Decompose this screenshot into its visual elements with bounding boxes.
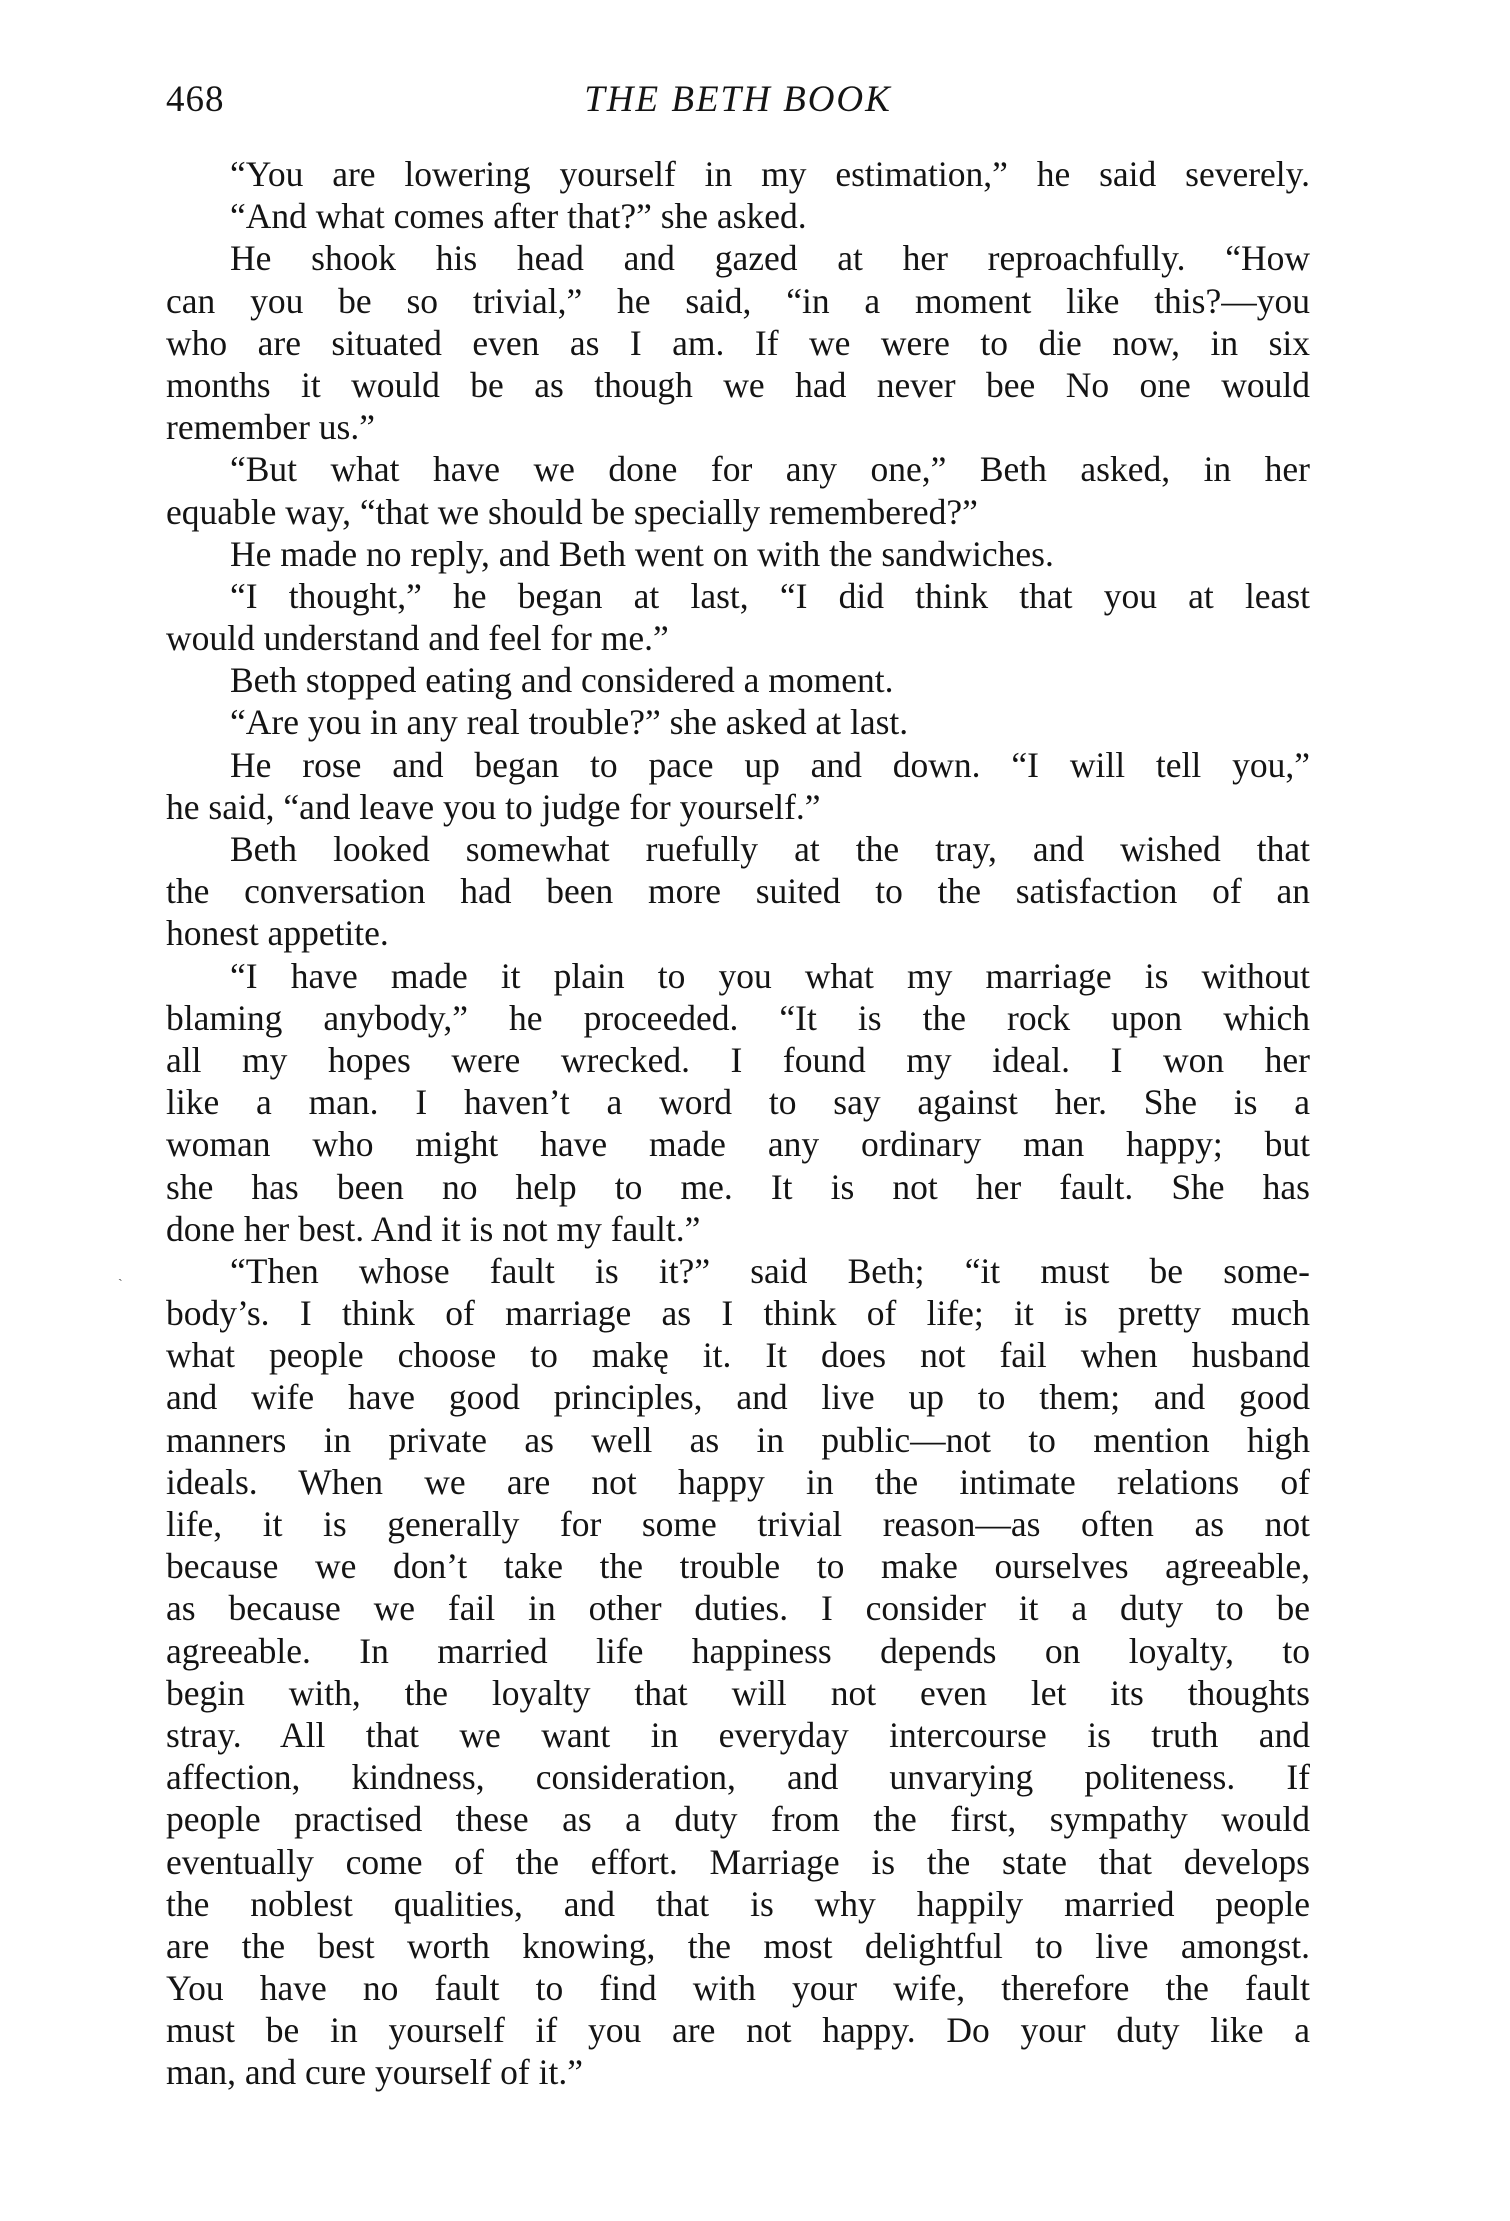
text-line: can you be so trivial,” he said, “in a moment like this?—you bbox=[166, 280, 1310, 321]
text-line: man, and cure yourself of it.” bbox=[166, 2052, 583, 2093]
text-line: all my hopes were wrecked. I found my ideal. I won her bbox=[166, 1039, 1310, 1080]
text-line: like a man. I haven’t a word to say against her. She is a bbox=[166, 1082, 1310, 1123]
text-line: eventually come of the effort. Marriage is the state that develops bbox=[166, 1841, 1310, 1882]
text-line: You have no fault to find with your wife, therefore the fault bbox=[166, 1968, 1310, 2009]
text-line: people practised these as a duty from the first, sympathy would bbox=[166, 1799, 1310, 1840]
text-line: “You are lowering yourself in my estimation,” he said severely. bbox=[230, 154, 1310, 194]
text-line: agreeable. In married life happiness depends on loyalty, to bbox=[166, 1630, 1310, 1671]
text-line: “Then whose fault is it?” said Beth; “it must be some- bbox=[230, 1250, 1310, 1291]
text-line: the conversation had been more suited to the satisfaction of an bbox=[166, 871, 1310, 912]
text-line: what people choose to makę it. It does not fail when husband bbox=[166, 1335, 1310, 1376]
text-line: remember us.” bbox=[166, 407, 375, 448]
text-line: He shook his head and gazed at her reproachfully. “How bbox=[230, 238, 1310, 279]
text-line: would understand and feel for me.” bbox=[166, 618, 669, 659]
page-header bbox=[166, 78, 1310, 130]
text-line: “And what comes after that?” she asked. bbox=[230, 196, 807, 237]
text-line: “But what have we done for any one,” Beth asked, in her bbox=[230, 449, 1310, 490]
running-head: THE BETH BOOK bbox=[584, 79, 892, 120]
text-line: stray. All that we want in everyday intercourse is truth and bbox=[166, 1714, 1310, 1755]
text-line: months it would be as though we had never bee No one would bbox=[166, 364, 1310, 405]
text-line: must be in yourself if you are not happy. Do your duty like a bbox=[166, 2010, 1310, 2051]
text-line: Beth looked somewhat ruefully at the tray, and wished that bbox=[230, 829, 1310, 869]
text-line: ideals. When we are not happy in the intimate relations of bbox=[166, 1461, 1310, 1502]
text-line: she has been no help to me. It is not her fault. She has bbox=[166, 1166, 1310, 1207]
text-line: He made no reply, and Beth went on with the sandwiches. bbox=[230, 533, 1054, 574]
text-line: woman who might have made any ordinary man happy; but bbox=[166, 1124, 1310, 1165]
text-line: equable way, “that we should be specially remembered?” bbox=[166, 491, 978, 532]
text-line: manners in private as well as in public—not to mention high bbox=[166, 1419, 1310, 1460]
text-line: begin with, the loyalty that will not even let its thoughts bbox=[166, 1672, 1310, 1713]
text-line: honest appetite. bbox=[166, 913, 389, 954]
text-line: affection, kindness, consideration, and unvarying politeness. If bbox=[166, 1757, 1310, 1798]
text-line: done her best. And it is not my fault.” bbox=[166, 1208, 701, 1249]
text-line: “Are you in any real trouble?” she asked at last. bbox=[230, 702, 909, 743]
text-line: and wife have good principles, and live up to them; and good bbox=[166, 1377, 1310, 1418]
text-line: as because we fail in other duties. I consider it a duty to be bbox=[166, 1588, 1310, 1629]
text-line: because we don’t take the trouble to make ourselves agreeable, bbox=[166, 1546, 1310, 1587]
text-line: “I have made it plain to you what my marriage is without bbox=[230, 955, 1310, 996]
text-line: Beth stopped eating and considered a moment. bbox=[230, 660, 894, 701]
text-line: life, it is generally for some trivial reason—as often as not bbox=[166, 1504, 1310, 1544]
text-line: who are situated even as I am. If we were to die now, in six bbox=[166, 322, 1310, 363]
text-line: he said, “and leave you to judge for yourself.” bbox=[166, 786, 821, 827]
text-line: blaming anybody,” he proceeded. “It is the rock upon which bbox=[166, 997, 1310, 1038]
page-number: 468 bbox=[166, 79, 225, 120]
text-line: body’s. I think of marriage as I think of life; it is pretty much bbox=[166, 1293, 1310, 1334]
text-line: are the best worth knowing, the most delightful to live amongst. bbox=[166, 1925, 1310, 1966]
margin-mark: ˎ bbox=[118, 1267, 123, 1282]
text-line: “I thought,” he began at last, “I did think that you at least bbox=[230, 575, 1310, 616]
text-line: the noblest qualities, and that is why happily married people bbox=[166, 1883, 1310, 1924]
body-text bbox=[166, 153, 1310, 2094]
text-line: He rose and began to pace up and down. “I will tell you,” bbox=[230, 744, 1310, 785]
